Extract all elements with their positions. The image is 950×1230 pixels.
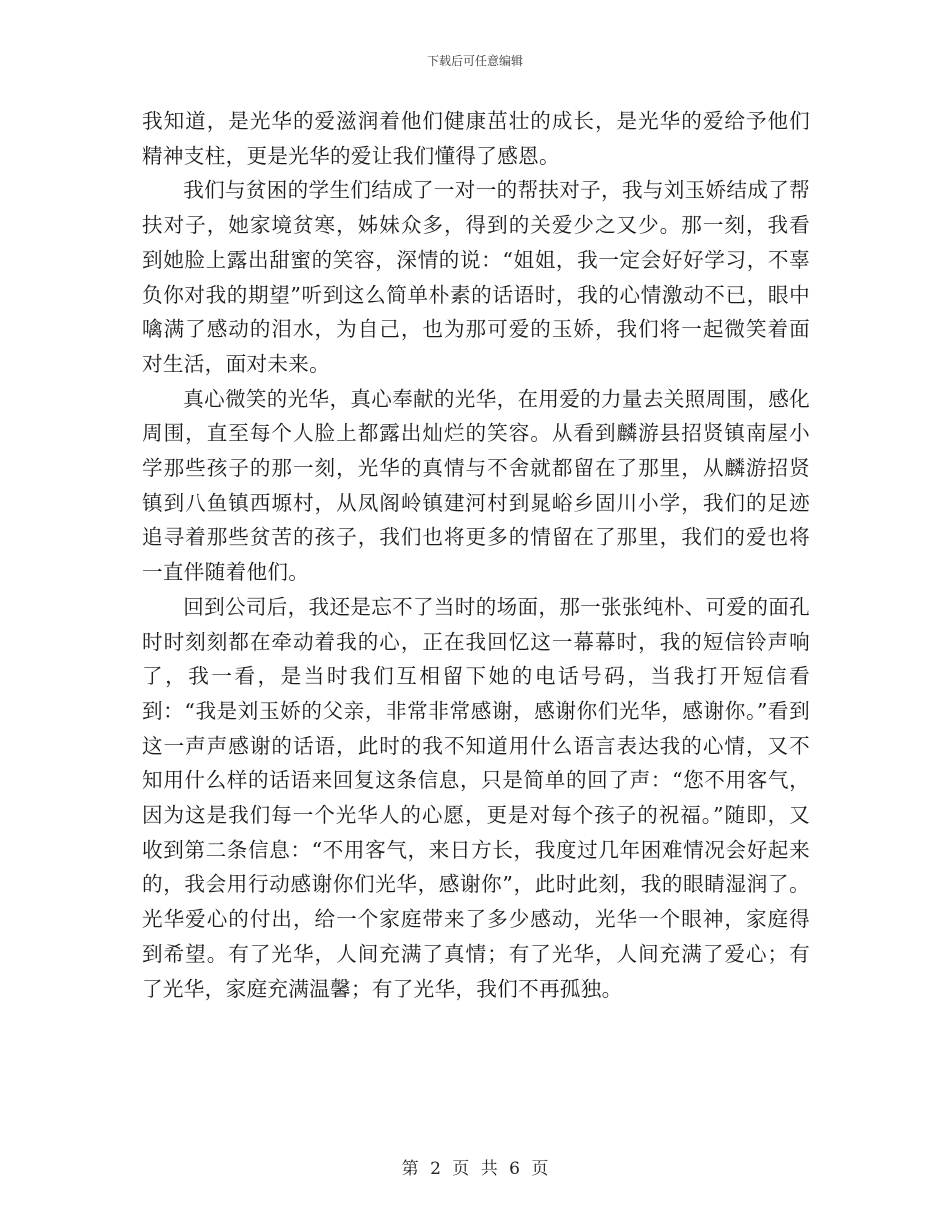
document-body	[142, 104, 810, 1006]
paragraph-3: 真心微笑的光华，真心奉献的光华，在用爱的力量去关照周围，感化周围，直至每个人脸上都露出灿烂的笑容。从看到麟游县招贤镇南屋小学那些孩子的那一刻，光华的真情与不舍就都留在了那里，从麟游招贤镇到八鱼镇西塬村，从凤阁岭镇建河村到晁峪乡固川小学，我们的足迹追寻着那些贫苦的孩子，我们也将更多的情留在了那里，我们的爱也将一直伴随着他们。	[142, 386, 810, 585]
paragraph-4: 回到公司后，我还是忘不了当时的场面，那一张张纯朴、可爱的面孔时时刻刻都在牵动着我的心，正在我回忆这一幕幕时，我的短信铃声响了，我一看，是当时我们互相留下她的电话号码，当我打开短信看到：“我是刘玉娇的父亲，非常非常感谢，感谢你们光华，感谢你。”看到这一声声感谢的话语，此时的我不知道用什么语言表达我的心情，又不知用什么样的话语来回复这条信息，只是简单的回了声：“您不用客气，因为这是我们每一个光华人的心愿，更是对每个孩子的祝福。”随即，又收到第二条信息：“不用客气，来日方长，我度过几年困难情况会好起来的，我会用行动感谢你们光华，感谢你”，此时此刻，我的眼睛湿润了。光华爱心的付出，给一个家庭带来了多少感动，光华一个眼神，家庭得到希望。有了光华，人间充满了真情；有了光华，人间充满了爱心；有了光华，家庭充满温馨；有了光华，我们不再孤独。	[142, 594, 810, 1001]
paragraph-2: 我们与贫困的学生们结成了一对一的帮扶对子，我与刘玉娇结成了帮扶对子，她家境贫寒，姊妹众多，得到的关爱少之又少。那一刻，我看到她脸上露出甜蜜的笑容，深情的说：“姐姐，我一定会好好学习，不辜负你对我的期望”听到这么简单朴素的话语时，我的心情激动不已，眼中噙满了感动的泪水，为自己，也为那可爱的玉娇，我们将一起微笑着面对生活，面对未来。	[142, 178, 810, 376]
page-header: 下载后可任意编辑	[426, 54, 523, 68]
paragraph-1: 我知道，是光华的爱滋润着他们健康茁壮的成长，是光华的爱给予他们精神支柱，更是光华的爱让我们懂得了感恩。	[142, 109, 810, 168]
page-number-footer: 第 2 页 共 6 页	[401, 1159, 549, 1179]
